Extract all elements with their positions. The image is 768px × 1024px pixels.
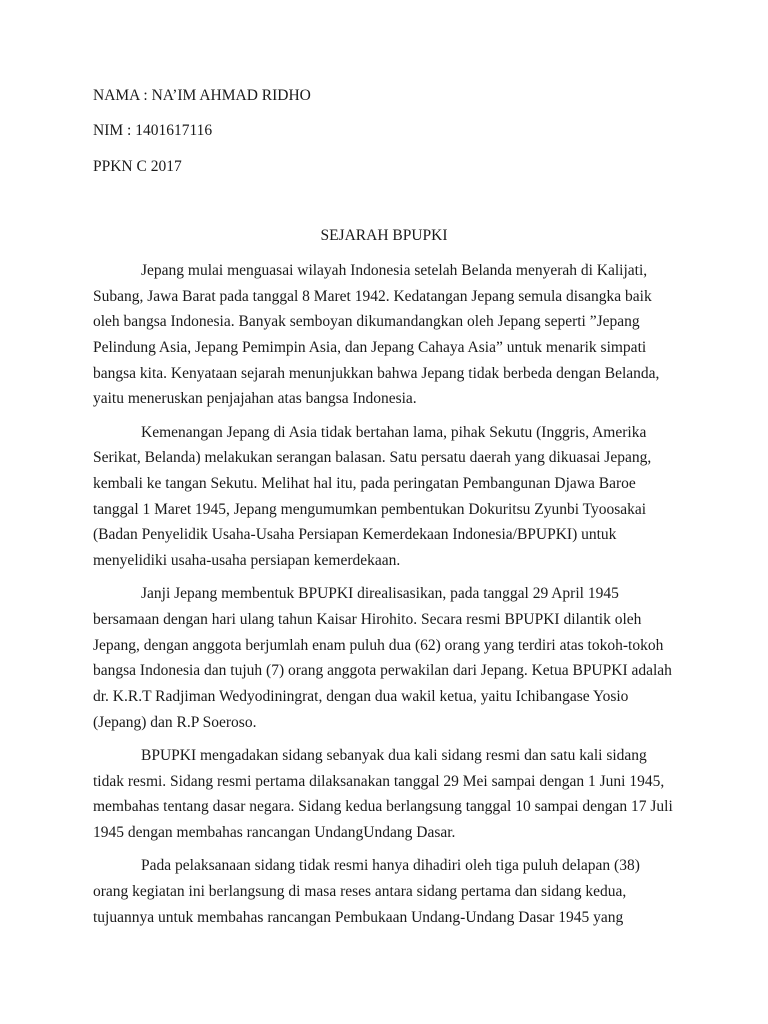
paragraph-line: Jepang, dengan anggota berjumlah enam puluh dua (62) orang yang terdiri atas tokoh-tokoh [93, 637, 664, 654]
paragraph-line: Jepang mulai menguasai wilayah Indonesia setelah Belanda menyerah di Kalijati, [141, 262, 648, 279]
paragraph-line: Serikat, Belanda) melakukan serangan balasan. Satu persatu daerah yang dikuasai Jepang, [93, 449, 652, 466]
paragraph-line: Pada pelaksanaan sidang tidak resmi hanya dihadiri oleh tiga puluh delapan (38) [141, 857, 640, 874]
paragraph-line: (Badan Penyelidik Usaha-Usaha Persiapan Kemerdekaan Indonesia/BPUPKI) untuk [93, 526, 617, 543]
student-name: NAMA : NA’IM AHMAD RIDHO [93, 87, 311, 104]
student-class: PPKN C 2017 [93, 158, 182, 175]
paragraph-line: menyelidiki usaha-usaha persiapan kemerdekaan. [93, 552, 401, 569]
document-title: SEJARAH BPUPKI [320, 227, 448, 244]
paragraph-line: bangsa kita. Kenyataan sejarah menunjukkan bahwa Jepang tidak berbeda dengan Belanda, [93, 365, 660, 382]
paragraph-line: Kemenangan Jepang di Asia tidak bertahan lama, pihak Sekutu (Inggris, Amerika [141, 424, 647, 441]
paragraph-line: Janji Jepang membentuk BPUPKI direalisasikan, pada tanggal 29 April 1945 [141, 585, 619, 602]
paragraph-line: (Jepang) dan R.P Soeroso. [93, 714, 257, 731]
paragraph-line: orang kegiatan ini berlangsung di masa reses antara sidang pertama dan sidang kedua, [93, 883, 627, 900]
paragraph-line: Subang, Jawa Barat pada tanggal 8 Maret 1942. Kedatangan Jepang semula disangka baik [93, 288, 652, 305]
paragraph-line: bersamaan dengan hari ulang tahun Kaisar Hirohito. Secara resmi BPUPKI dilantik oleh [93, 611, 642, 628]
paragraph-line: tujuannya untuk membahas rancangan Pembukaan Undang-Undang Dasar 1945 yang [93, 909, 624, 926]
student-id: NIM : 1401617116 [93, 122, 213, 139]
paragraph-line: tanggal 1 Maret 1945, Jepang mengumumkan pembentukan Dokuritsu Zyunbi Tyoosakai [93, 501, 647, 518]
paragraph-line: Pelindung Asia, Jepang Pemimpin Asia, dan Jepang Cahaya Asia” untuk menarik simpati [93, 339, 647, 356]
paragraph-line: oleh bangsa Indonesia. Banyak semboyan dikumandangkan oleh Jepang seperti ”Jepang [93, 313, 640, 330]
paragraph-line: dr. K.R.T Radjiman Wedyodiningrat, dengan dua wakil ketua, yaitu Ichibangase Yosio [93, 688, 629, 705]
paragraph-line: tidak resmi. Sidang resmi pertama dilaksanakan tanggal 29 Mei sampai dengan 1 Juni 1945, [93, 773, 665, 790]
paragraph-line: kembali ke tangan Sekutu. Melihat hal itu, pada peringatan Pembangunan Djawa Baroe [93, 475, 636, 492]
paragraph-line: yaitu meneruskan penjajahan atas bangsa Indonesia. [93, 390, 417, 407]
paragraph-line: 1945 dengan membahas rancangan UndangUndang Dasar. [93, 824, 456, 841]
paragraph-line: BPUPKI mengadakan sidang sebanyak dua kali sidang resmi dan satu kali sidang [141, 747, 647, 764]
paragraph-line: membahas tentang dasar negara. Sidang kedua berlangsung tanggal 10 sampai dengan 17 Juli [93, 798, 673, 815]
paragraph-line: bangsa Indonesia dan tujuh (7) orang anggota perwakilan dari Jepang. Ketua BPUPKI adalah [93, 662, 672, 679]
